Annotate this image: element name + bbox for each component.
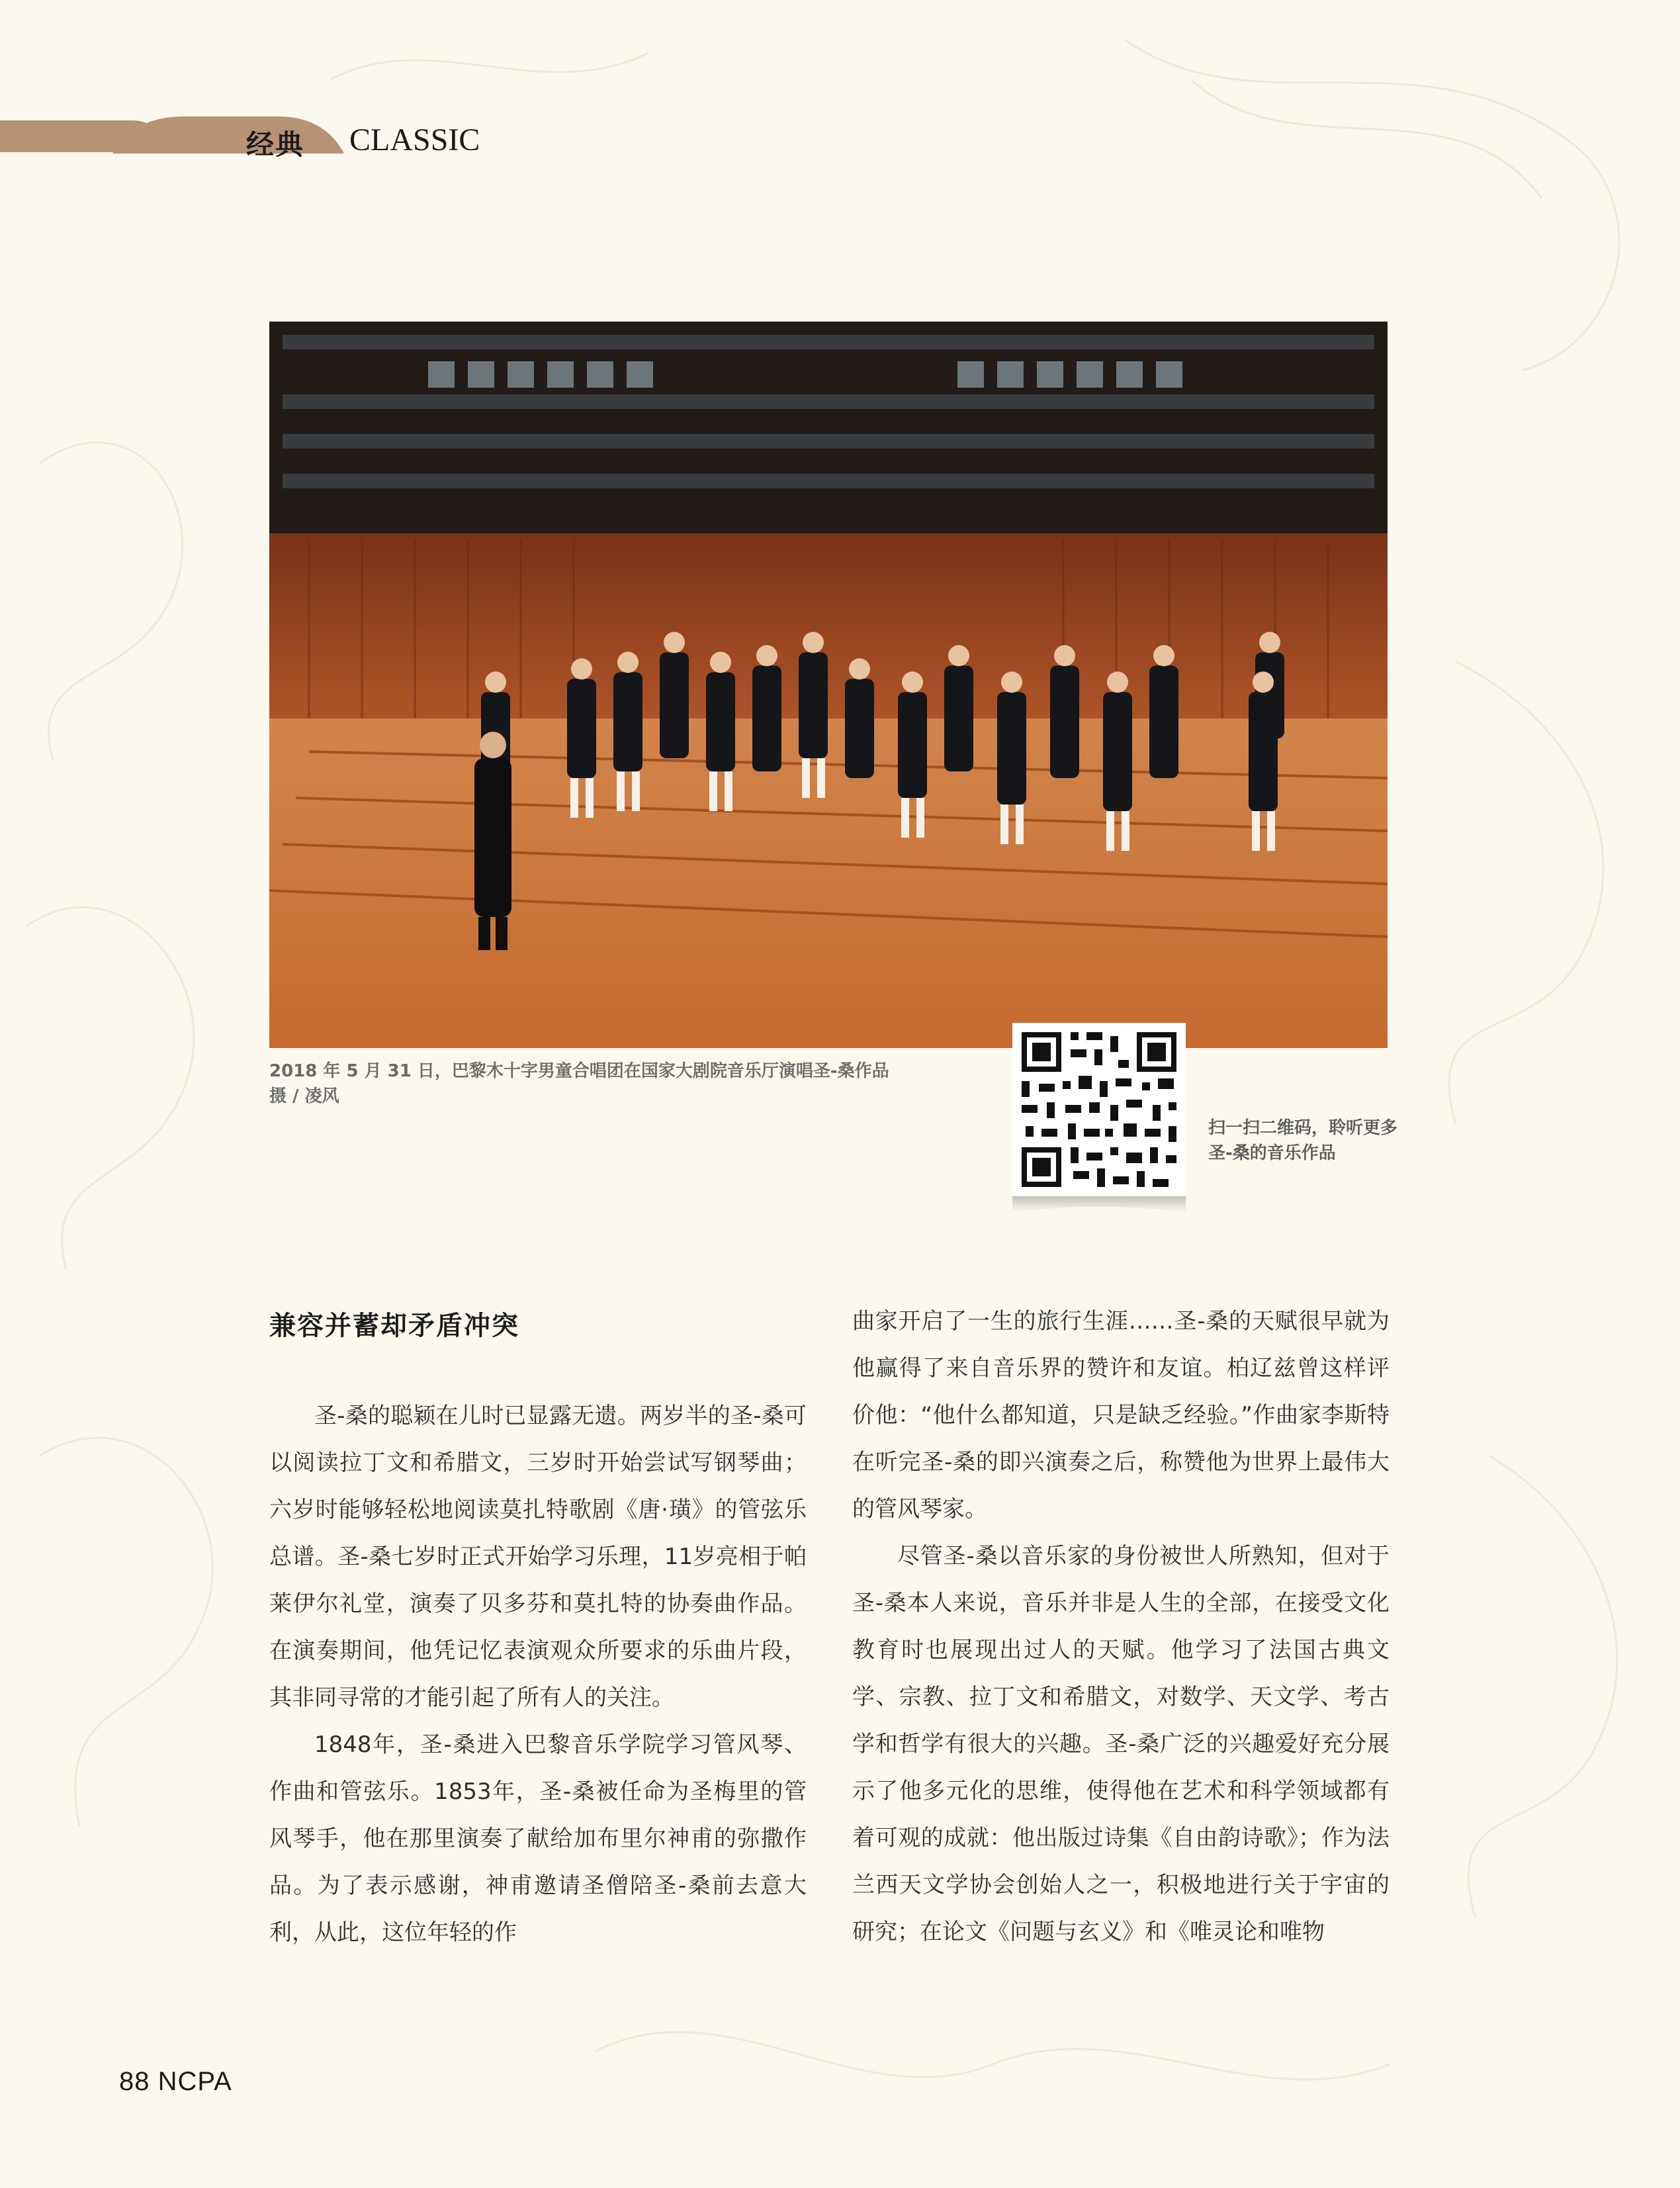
concert-photo <box>269 322 1388 1048</box>
photo-caption-line1: 2018 年 5 月 31 日，巴黎木十字男童合唱团在国家大剧院音乐厅演唱圣-桑作品 <box>269 1061 889 1081</box>
qr-shadow <box>1012 1196 1186 1220</box>
article-paragraph: 曲家开启了一生的旅行生涯……圣-桑的天赋很早就为他赢得了来自音乐界的赞许和友谊。柏辽兹曾这样评价他：“他什么都知道，只是缺乏经验。”作曲家李斯特在听完圣-桑的即兴演奏之后，称赞他为世界上最伟大的管风琴家。 <box>852 1308 1390 1522</box>
page-folio <box>119 2067 232 2097</box>
qr-code[interactable] <box>1012 1023 1186 1196</box>
article-paragraph: 尽管圣-桑以音乐家的身份被世人所熟知，但对于圣-桑本人来说，音乐并非是人生的全部，在接受文化教育时也展现出过人的天赋。他学习了法国古典文学、宗教、拉丁文和希腊文，对数学、天文学、考古学和哲学有很大的兴趣。圣-桑广泛的兴趣爱好充分展示了他多元化的思维，使得他在艺术和科学领域都有着可观的成就：他出版过诗集《自由韵诗歌》；作为法兰西天文学协会创始人之一，积极地进行关于宇宙的研究；在论文《问题与玄义》和《唯灵论和唯物 <box>852 1543 1390 1945</box>
qr-code-icon <box>1012 1023 1186 1196</box>
section-label-en: CLASSIC <box>349 122 480 157</box>
photo-caption <box>269 1059 1010 1109</box>
article-paragraph: 圣-桑的聪颖在儿时已显露无遗。两岁半的圣-桑可以阅读拉丁文和希腊文，三岁时开始尝试写钢琴曲；六岁时能够轻松地阅读莫扎特歌剧《唐·璜》的管弦乐总谱。圣-桑七岁时正式开始学习乐理，11岁亮相于帕莱伊尔礼堂，演奏了贝多芬和莫扎特的协奏曲作品。在演奏期间，他凭记忆表演观众所要求的乐曲片段，其非同寻常的才能引起了所有人的关注。 <box>269 1403 807 1711</box>
magazine-name: NCPA <box>157 2067 232 2096</box>
section-label-zh: 经典 <box>246 128 305 161</box>
article-paragraph: 1848年，圣-桑进入巴黎音乐学院学习管风琴、作曲和管弦乐。1853年，圣-桑被任命为圣梅里的管风琴手，他在那里演奏了献给加布里尔神甫的弥撒作品。为了表示感谢，神甫邀请圣僧陪圣-桑前去意大利，从此，这位年轻的作 <box>269 1731 807 1946</box>
article-column-right <box>852 1298 1390 1956</box>
qr-code-note: 扫一扫二维码，聆听更多圣-桑的音乐作品 <box>1208 1118 1398 1163</box>
article-column-left <box>269 1393 807 1956</box>
page-number: 88 <box>119 2067 150 2096</box>
photo-caption-line2: 摄 / 凌风 <box>269 1086 339 1106</box>
article-heading: 兼容并蓄却矛盾冲突 <box>269 1311 519 1341</box>
